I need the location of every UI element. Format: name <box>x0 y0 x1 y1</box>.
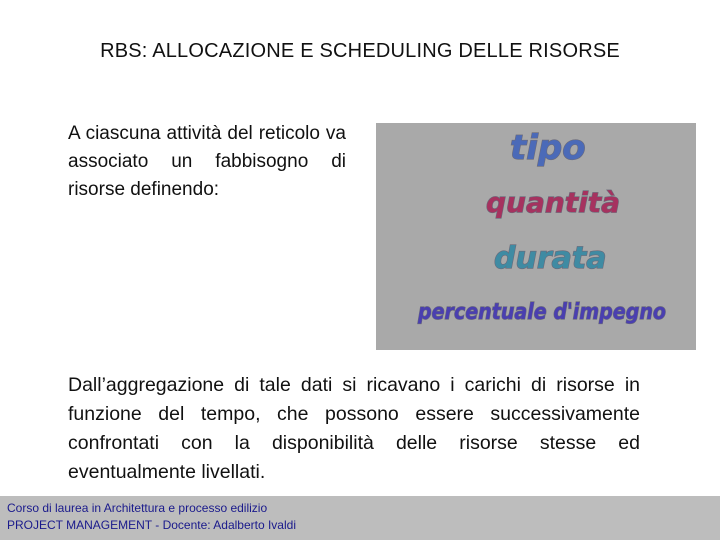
footer-bar <box>0 496 720 540</box>
footer-course: Corso di laurea in Architettura e processo edilizio <box>7 501 268 515</box>
conclusion-paragraph: Dall’aggregazione di tale dati si ricavano i carichi di risorse in funzione del tempo, che possono essere successivamente confrontati con la disponibilità delle risorse stesse ed eventualmente livellati. <box>68 374 640 483</box>
resource-attributes-wordart <box>376 123 696 350</box>
wordart-quantita: quantità <box>486 186 621 219</box>
intro-paragraph: A ciascuna attività del reticolo va associato un fabbisogno di risorse definendo: <box>68 123 346 200</box>
slide-title: RBS: ALLOCAZIONE E SCHEDULING DELLE RISORSE <box>100 40 620 62</box>
wordart-percentuale: percentuale d'impegno <box>417 300 666 325</box>
wordart-durata: durata <box>494 241 607 276</box>
footer-module: PROJECT MANAGEMENT - Docente: Adalberto Ivaldi <box>7 518 296 532</box>
wordart-tipo: tipo <box>510 128 586 168</box>
